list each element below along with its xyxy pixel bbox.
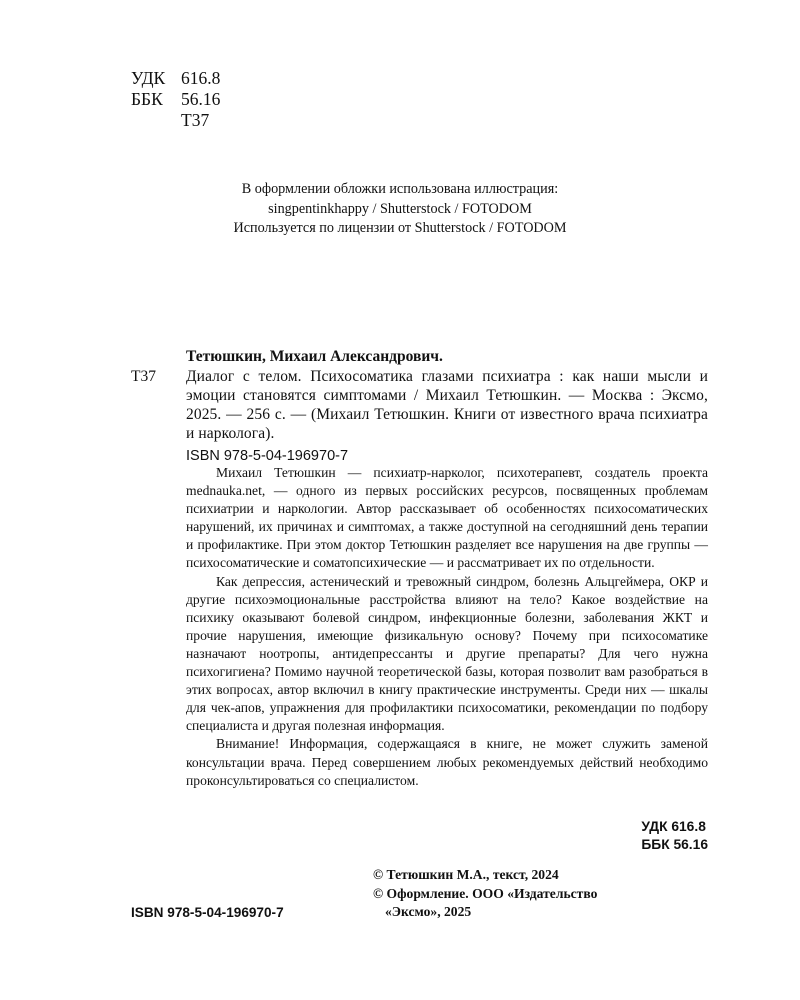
annotation-paragraph-3: Внимание! Информация, содержащаяся в книге, не может служить заменой консультации врача. Перед совершением любых рекомендуемых действий необходимо проконсультироваться со специалистом. [186,736,708,788]
cover-credits-line-3: Используется по лицензии от Shutterstock / FOTODOM [233,220,567,236]
bbk-row [131,89,220,110]
bibliographic-record [131,347,708,465]
cover-credits-line-1: В оформлении обложки использована иллюстрация: [241,181,559,197]
copyright-notice [373,866,597,922]
bbk-value: 56.16 [181,89,221,109]
footer-bbk: ББК 56.16 [641,837,708,852]
classification-codes [131,68,220,131]
annotation-paragraph-1: Михаил Тетюшкин — психиатр-нарколог, психотерапевт, создатель проекта mednauka.net, — одного из первых российских ресурсов, посвященных проблемам психиатрии и наркологии. Автор рассказывает об особенностях психосоматических нарушений, их причинах и симптомах, а также доступной на сегодняшний день терапии и профилактике. При этом доктор Тетюшкин разделяет все нарушения на две группы — психосоматические и соматопсихические — и рассматривает их по отдельности. [186,465,708,571]
bibliographic-entry: Диалог с телом. Психосоматика глазами психиатра : как наши мысли и эмоции становятся симптомами / Михаил Тетюшкин. — Москва : Эксмо, 2025. — 256 с. — (Михаил Тетюшкин. Книги от известного врача психиатра и нарколога). [186,368,708,442]
author-heading: Тетюшкин, Михаил Александрович. [186,348,443,365]
cover-credits-line-2: singpentinkhappy / Shutterstock / FOTODOM [268,200,532,217]
copyright-design-continued: «Эксмо», 2025 [385,904,472,919]
udk-label: УДК [131,68,166,88]
copyright-design: © Оформление. ООО «Издательство [373,885,598,901]
copyright-text: © Тетюшкин М.А., текст, 2024 [373,867,559,882]
annotation-paragraph-2: Как депрессия, астенический и тревожный синдром, болезнь Альцгеймера, ОКР и другие психоэмоциональные расстройства влияют на тело? Какое воздействие на психику оказывают болевой синдром, инфекционные болезни, заболевания ЖКТ и прочие нарушения, имеющие физикальную основу? Почему при психосоматике назначают ноотропы, антидепрессанты и другие препараты? Для чего нужна психогигиена? Помимо научной теоретической базы, которая позволит вам разобраться в этих вопросах, автор включил в книгу практические инструменты. Среди них — шкалы для чек-апов, упражнения для профилактики психосоматики, рекомендации по подбору специалиста и другая полезная информация. [186,573,708,734]
footer-classification-codes [641,818,708,854]
udk-row [131,68,220,89]
udk-value: 616.8 [181,68,221,88]
author-mark-row [131,110,220,131]
author-mark: Т37 [181,110,210,130]
annotation [186,464,708,790]
entry-author-mark: Т37 [131,368,156,385]
cover-credits [0,180,800,239]
entry-isbn: ISBN 978-5-04-196970-7 [186,448,349,464]
footer-udk: УДК 616.8 [641,819,706,834]
entry-block [131,367,708,443]
bbk-label: ББК [131,89,163,109]
footer-isbn: ISBN 978-5-04-196970-7 [131,905,284,920]
